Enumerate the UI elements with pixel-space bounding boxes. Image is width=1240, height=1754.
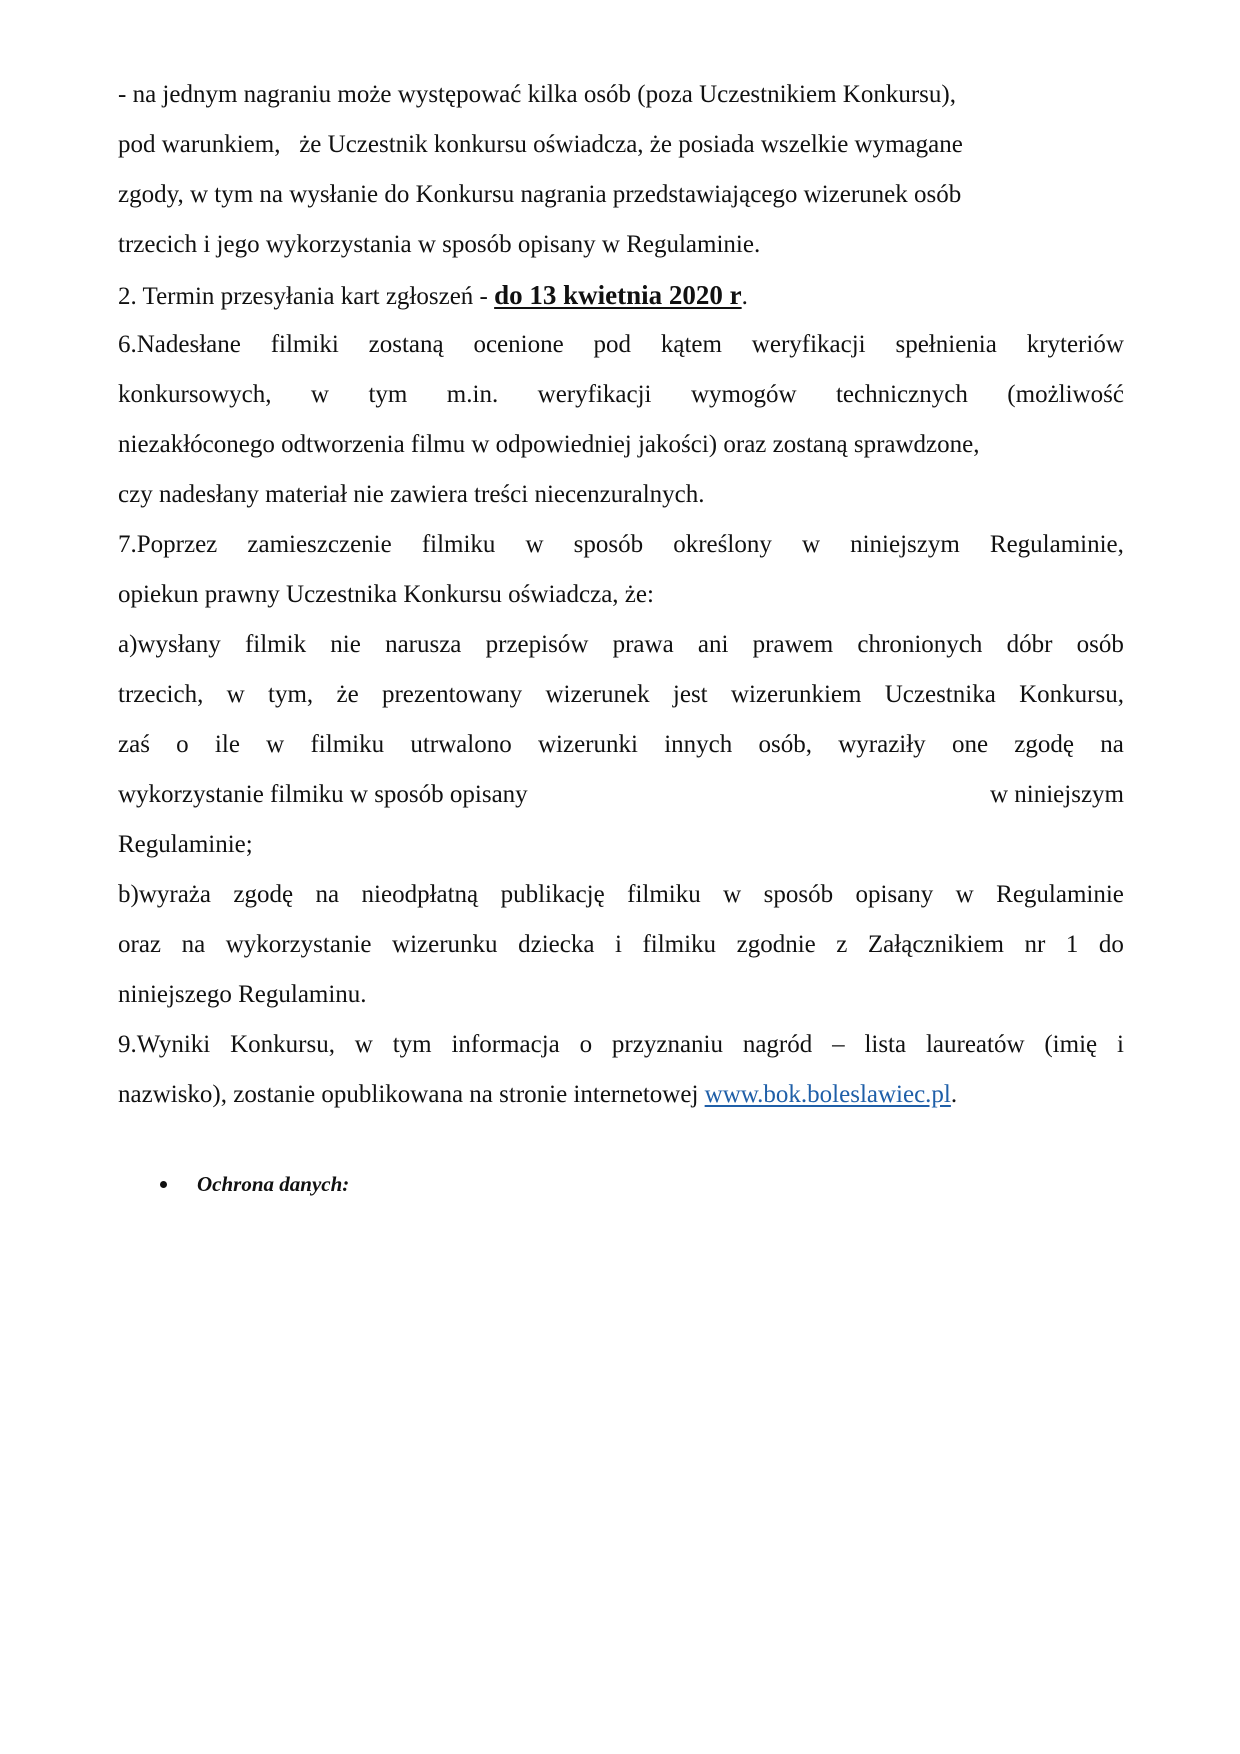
word: oraz: [118, 931, 162, 958]
word: –: [832, 1031, 845, 1058]
word: tym,: [268, 681, 314, 708]
p6-line-3-text: niezakłóconego odtworzenia filmu w odpowiedniej jakości) oraz zostaną sprawdzone,: [118, 431, 980, 458]
word: nie: [330, 631, 361, 658]
p1-line-2-text: pod warunkiem, że Uczestnik konkursu oświadcza, że posiada wszelkie wymagane: [118, 131, 963, 158]
word: filmiku: [310, 731, 385, 758]
word: pod: [593, 331, 632, 358]
word: filmik: [244, 631, 307, 658]
pa-line-3: [118, 720, 1124, 770]
deadline-date: do 13 kwietnia 2020 r: [494, 280, 742, 310]
p6-line-2: [118, 370, 1124, 420]
word: Załącznikiem: [867, 931, 1004, 958]
word: że: [336, 681, 359, 708]
word: sposób: [573, 531, 644, 558]
word: w: [801, 531, 820, 558]
p1-line-1: [118, 70, 1124, 120]
word: spełnienia: [895, 331, 997, 358]
word: chronionych: [857, 631, 983, 658]
word: zostaną: [368, 331, 444, 358]
word: zaś: [118, 731, 150, 758]
word: tym: [392, 1031, 432, 1058]
word: w: [525, 531, 544, 558]
word: one: [951, 731, 989, 758]
p1-line-4: trzecich i jego wykorzystania w sposób opisany w Regulaminie.: [118, 231, 761, 258]
word: Uczestnika: [884, 681, 996, 708]
word: osób: [1076, 631, 1124, 658]
word: informacja: [451, 1031, 560, 1058]
word: weryfikacji: [751, 331, 866, 358]
word: zgodnie: [736, 931, 816, 958]
word: nagród: [742, 1031, 813, 1058]
word: b)wyraża: [118, 881, 211, 908]
p6-line-1: [118, 320, 1124, 370]
p9-line-2-suffix: .: [950, 1081, 958, 1108]
word: na: [315, 881, 340, 908]
word: wykorzystanie: [225, 931, 372, 958]
word: filmiku: [642, 931, 717, 958]
word: zamieszczenie: [247, 531, 392, 558]
word: i: [614, 931, 622, 958]
word: określony: [673, 531, 772, 558]
word: wyraziły: [838, 731, 926, 758]
word: 7.Poprzez: [118, 531, 218, 558]
word: nr: [1024, 931, 1046, 958]
pb-line-3: niniejszego Regulaminu.: [118, 981, 367, 1008]
word: 9.Wyniki: [118, 1031, 211, 1058]
p1-line-2: [118, 120, 1124, 170]
p9-line-2: [118, 1070, 1124, 1120]
word: ocenione: [473, 331, 564, 358]
p2-suffix: .: [741, 283, 748, 310]
document-body: [118, 70, 1124, 1120]
word: m.in.: [446, 381, 499, 408]
word: wizerunkiem: [730, 681, 862, 708]
word: kątem: [660, 331, 722, 358]
word: 6.Nadesłane: [118, 331, 241, 358]
pa-line-4-right: w niniejszym: [989, 781, 1124, 808]
word: prawem: [752, 631, 834, 658]
word: Regulaminie: [996, 881, 1124, 908]
pb-line-1: [118, 870, 1124, 920]
word: sposób: [763, 881, 834, 908]
word: konkursowych,: [118, 381, 272, 408]
word: Regulaminie,: [989, 531, 1124, 558]
word: nieodpłatną: [361, 881, 479, 908]
p1-line-3-text: zgody, w tym na wysłanie do Konkursu nagrania przedstawiającego wizerunek osób: [118, 181, 962, 208]
pa-line-2: [118, 670, 1124, 720]
pa-line-4: [118, 770, 1124, 820]
word: jest: [672, 681, 708, 708]
pa-line-5: Regulaminie;: [118, 831, 253, 858]
word: narusza: [385, 631, 462, 658]
word: niniejszym: [850, 531, 960, 558]
word: filmiki: [270, 331, 339, 358]
p2-line: [118, 270, 1124, 320]
word: zgodę: [1014, 731, 1074, 758]
word: Konkursu,: [230, 1031, 335, 1058]
word: utrwalono: [410, 731, 512, 758]
word: na: [181, 931, 206, 958]
word: w: [310, 381, 329, 408]
word: w: [354, 1031, 373, 1058]
website-link[interactable]: www.bok.boleslawiec.pl: [704, 1081, 951, 1108]
word: wizerunku: [392, 931, 498, 958]
word: dóbr: [1006, 631, 1053, 658]
word: technicznych: [835, 381, 968, 408]
p9-line-2-prefix: nazwisko), zostanie opublikowana na stronie internetowej: [118, 1081, 705, 1108]
word: przepisów: [485, 631, 589, 658]
word: wizerunek: [545, 681, 650, 708]
p2-prefix: 2. Termin przesyłania kart zgłoszeń -: [118, 283, 495, 310]
word: o: [579, 1031, 593, 1058]
word: ile: [214, 731, 240, 758]
word: kryteriów: [1026, 331, 1124, 358]
word: Konkursu,: [1019, 681, 1124, 708]
word: osób,: [758, 731, 812, 758]
pa-line-4-left: wykorzystanie filmiku w sposób opisany: [118, 781, 528, 808]
word: weryfikacji: [537, 381, 652, 408]
word: dziecka: [518, 931, 595, 958]
word: do: [1098, 931, 1124, 958]
word: wizerunki: [537, 731, 638, 758]
word: filmiku: [421, 531, 496, 558]
word: filmiku: [627, 881, 701, 908]
pa-line-1: [118, 620, 1124, 670]
word: wymogów: [690, 381, 797, 408]
word: w: [723, 881, 742, 908]
p6-line-3: [118, 420, 1124, 470]
p9-line-1: [118, 1020, 1124, 1070]
word: lista: [864, 1031, 907, 1058]
word: opisany: [855, 881, 934, 908]
word: publikację: [500, 881, 605, 908]
p7-line-2: opiekun prawny Uczestnika Konkursu oświadcza, że:: [118, 581, 654, 608]
word: przyznaniu: [611, 1031, 723, 1058]
word: 1: [1065, 931, 1079, 958]
word: i: [1116, 1031, 1124, 1058]
pb-line-2: [118, 920, 1124, 970]
p6-line-4: czy nadesłany materiał nie zawiera treści niecenzuralnych.: [118, 481, 705, 508]
word: (imię: [1044, 1031, 1098, 1058]
word: w: [266, 731, 285, 758]
word: trzecich,: [118, 681, 204, 708]
section-title: Ochrona danych:: [197, 1172, 350, 1196]
word: prawa: [612, 631, 674, 658]
word: tym: [368, 381, 408, 408]
word: (możliwość: [1007, 381, 1124, 408]
word: w: [955, 881, 974, 908]
word: o: [176, 731, 189, 758]
data-protection-section: [160, 1172, 349, 1197]
word: prezentowany: [381, 681, 523, 708]
word: laureatów: [925, 1031, 1025, 1058]
p1-line-3: [118, 170, 1124, 220]
bullet-icon: [160, 1181, 167, 1188]
word: na: [1100, 731, 1124, 758]
p7-line-1: [118, 520, 1124, 570]
word: w: [226, 681, 245, 708]
p1-line-1-text: - na jednym nagraniu może występować kilka osób (poza Uczestnikiem Konkursu),: [118, 81, 956, 108]
word: ani: [697, 631, 729, 658]
word: innych: [664, 731, 733, 758]
word: z: [836, 931, 848, 958]
word: a)wysłany: [118, 631, 221, 658]
word: zgodę: [233, 881, 294, 908]
